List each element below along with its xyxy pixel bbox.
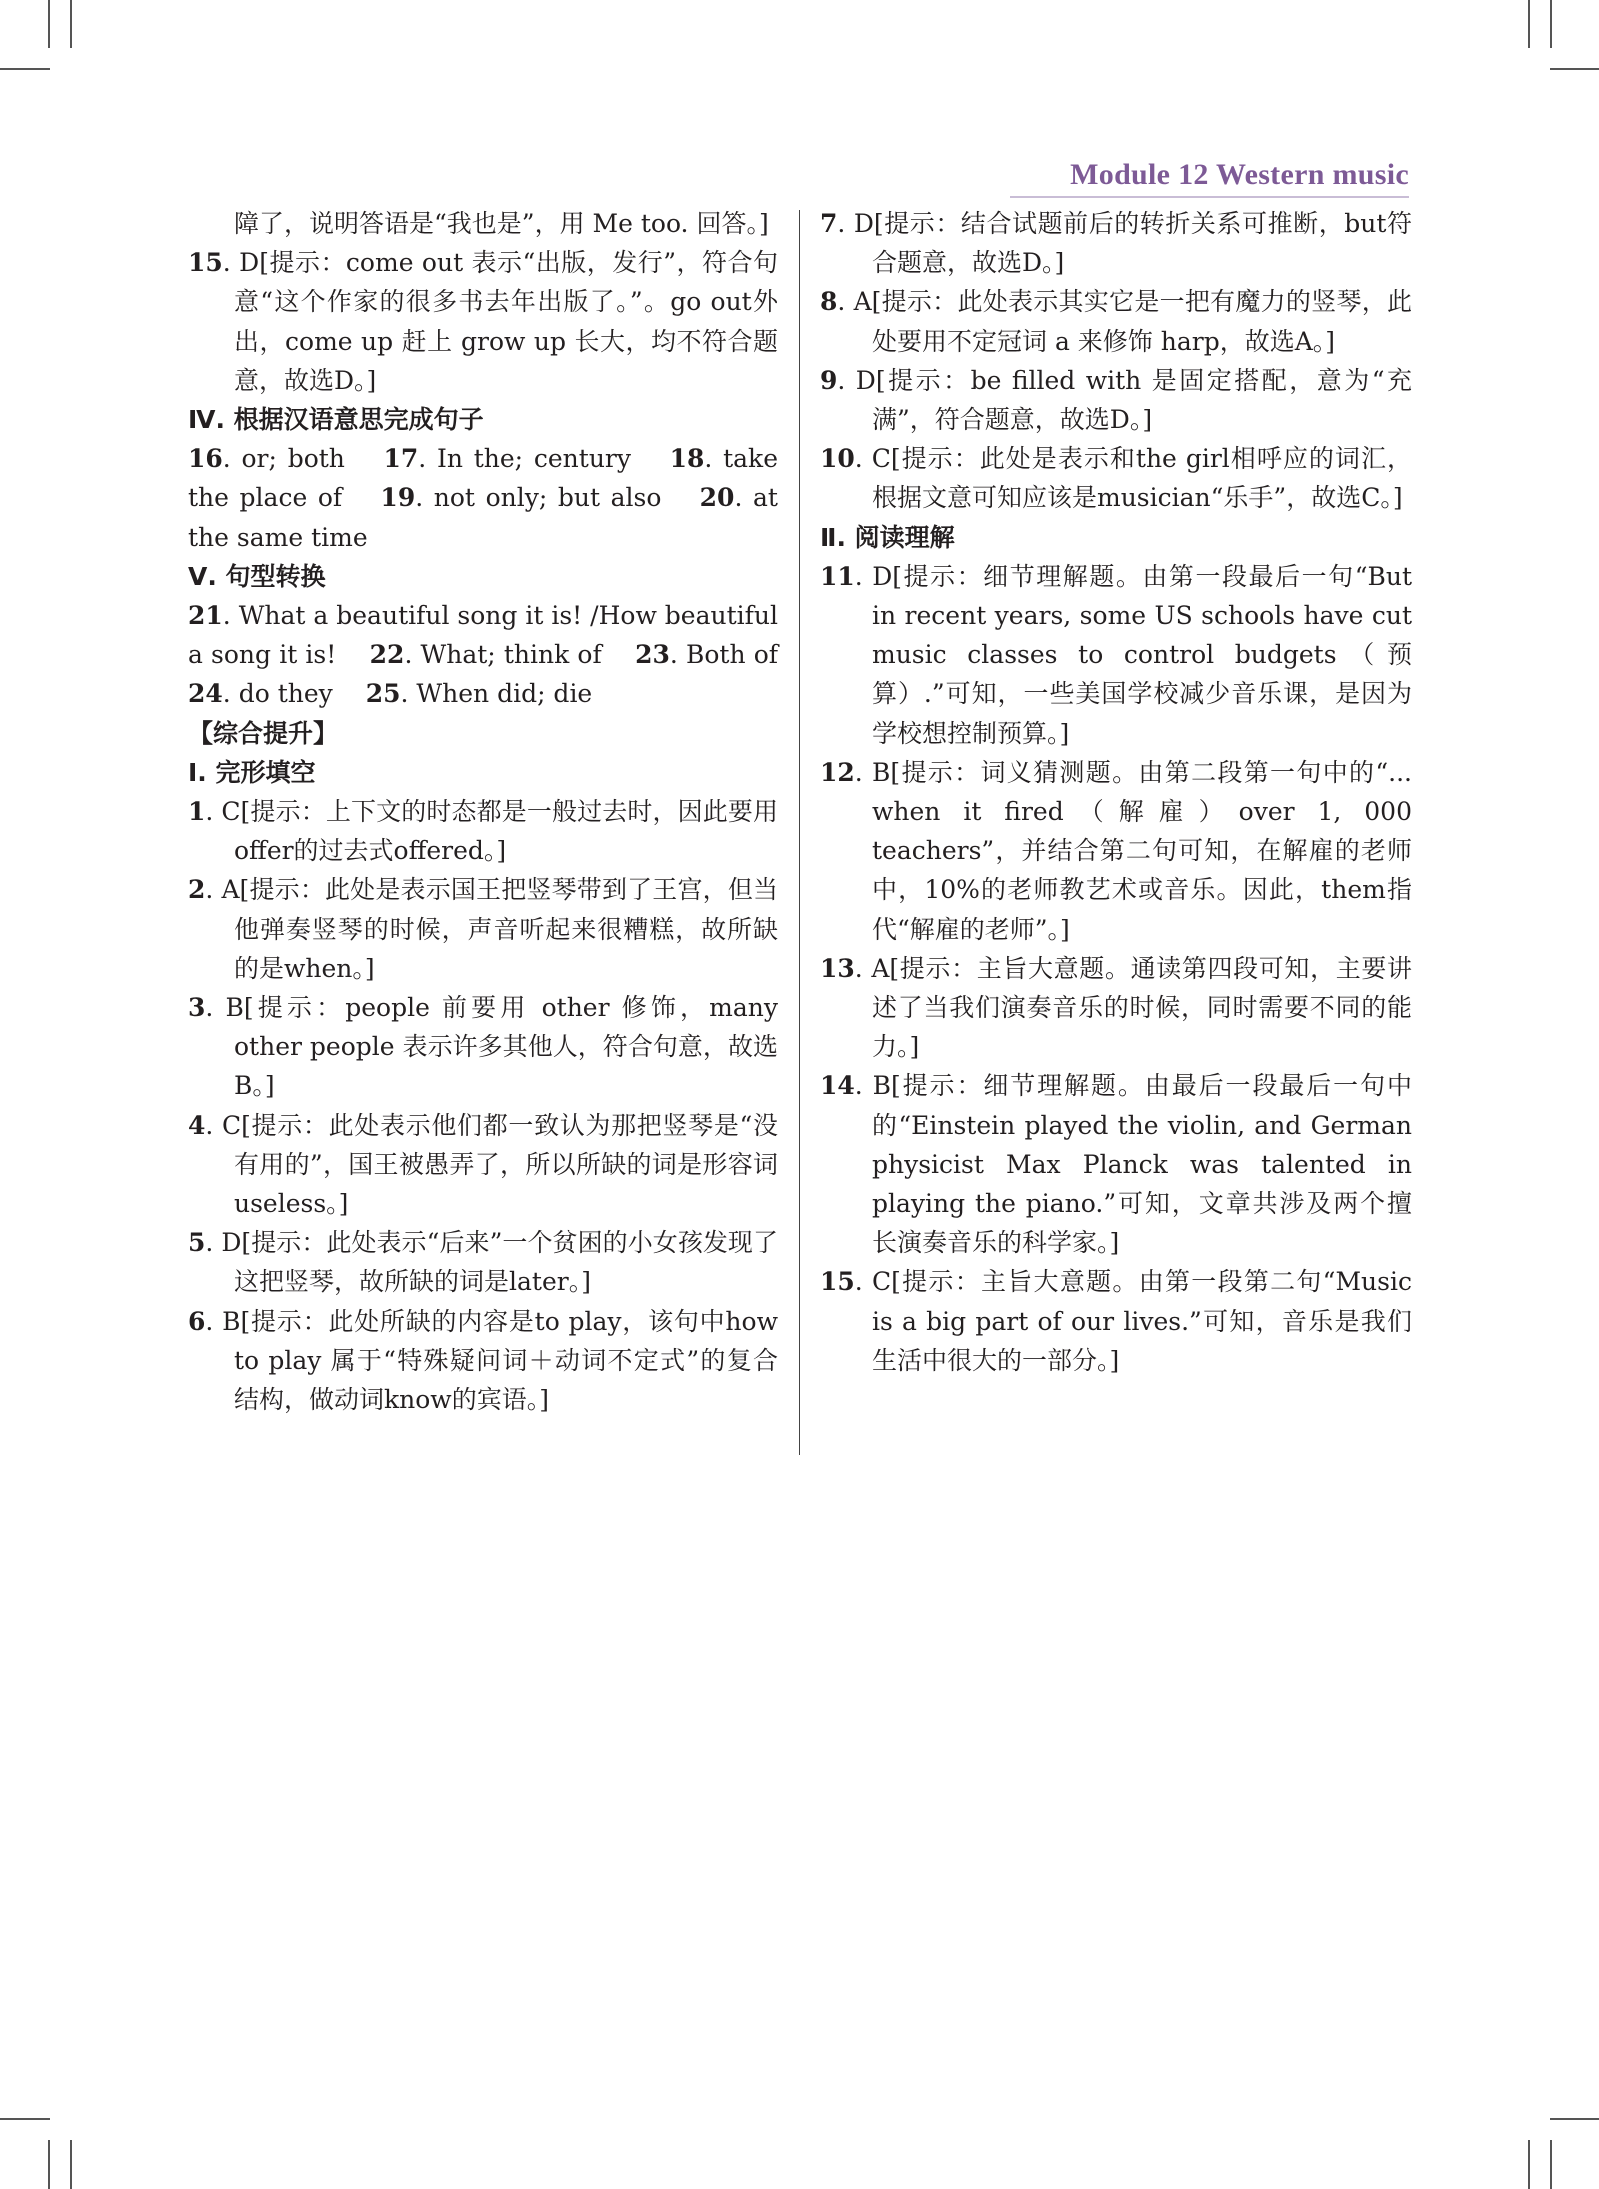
crop-mark <box>70 2140 72 2189</box>
item-text: . B[提示：people 前要用 other 修饰，many other people 表示许多其他人，符合句意，故选B。] <box>205 993 778 1101</box>
item-text: . What a beautiful song it is! /How beautiful a song it is! <box>188 601 778 670</box>
item-number: 16 <box>188 444 223 474</box>
item-number: 13 <box>820 953 855 983</box>
answer-item <box>188 243 778 400</box>
answer-item <box>820 1066 1412 1262</box>
item-text: . B[提示：此处所缺的内容是to play，该句中how to play 属于“特殊疑问词＋动词不定式”的复合结构，做动词know的宾语。] <box>205 1306 778 1415</box>
header-rule <box>1010 196 1409 198</box>
item-number: 10 <box>820 444 855 474</box>
item-text: . A[提示：此处表示其实它是一把有魔力的竖琴，此处要用不定冠词 a 来修饰 harp，故选A。] <box>837 287 1412 356</box>
crop-mark <box>1550 0 1552 48</box>
item-text: . C[提示：上下文的时态都是一般过去时，因此要用offer的过去式offered。] <box>205 797 778 866</box>
running-header: Module 12 Western music <box>1070 158 1409 191</box>
item-text: . C[提示：主旨大意题。由第一段第二句“Music is a big part of our lives.”可知，音乐是我们生活中很大的一部分。] <box>854 1267 1412 1375</box>
item-text: . A[提示：主旨大意题。通读第四段可知，主要讲述了当我们演奏音乐的时候，同时需要不同的能力。] <box>854 953 1412 1062</box>
item-text: . B[提示：细节理解题。由最后一段最后一句中的“Einstein played the violin, and German physicist Max Planck was talented in playing the piano.”可知，文章共涉及两个擅长演奏音乐的科学家。] <box>854 1071 1412 1258</box>
item-text: . When did; die <box>400 679 593 709</box>
section-heading: 【综合提升】 <box>188 718 339 748</box>
item-text: . take the place of <box>188 444 778 513</box>
crop-mark <box>70 0 72 48</box>
answer-item <box>820 361 1412 439</box>
answer-item <box>820 557 1412 753</box>
answer-item <box>820 439 1412 517</box>
item-text: . C[提示：此处表示他们都一致认为那把竖琴是“没有用的”，国王被愚弄了，所以所缺的词是形容词useless。] <box>205 1110 778 1219</box>
answer-group <box>188 596 778 714</box>
answer-item <box>188 792 778 870</box>
crop-mark <box>1550 2140 1552 2189</box>
item-number: 24 <box>188 679 223 709</box>
item-number: 4 <box>188 1110 206 1140</box>
item-text: . do they <box>222 679 341 709</box>
answer-item <box>820 282 1412 360</box>
item-text: . B[提示：词义猜测题。由第二段第一句中的“... when it fired（解雇）over 1, 000 teachers”，并结合第二句可知，在解雇的老师中，10%的老师教艺术或音乐。因此，them指代“解雇的老师”。] <box>854 757 1412 944</box>
crop-mark <box>0 68 50 70</box>
item-text: . not only; but also <box>415 483 672 513</box>
section-heading: Ⅴ. 句型转换 <box>188 561 326 591</box>
crop-mark <box>0 2118 50 2120</box>
answer-item <box>188 1302 778 1420</box>
crop-mark <box>1550 68 1599 70</box>
column-divider <box>799 210 800 1455</box>
answer-item <box>188 1223 778 1301</box>
answer-item <box>188 1106 778 1224</box>
item-text: . Both of <box>669 640 778 670</box>
item-number: 2 <box>188 875 206 905</box>
item-number: 6 <box>188 1306 206 1336</box>
item-text: . In the; century <box>418 444 642 474</box>
item-number: 22 <box>369 640 405 670</box>
item-number: 18 <box>669 444 705 474</box>
item-text: . at the same time <box>188 483 778 552</box>
item-text: . A[提示：此处是表示国王把竖琴带到了王宫，但当他弹奏竖琴的时候，声音听起来很糟糕，故所缺的是when。] <box>205 875 778 983</box>
answer-item <box>820 753 1412 949</box>
item-text: . What; think of <box>404 640 610 670</box>
item-text: . D[提示：come out 表示“出版，发行”，符合句意“这个作家的很多书去年出版了。”。go out外出，come up 赶上 grow up 长大，均不符合题意，故选D。] <box>222 248 778 395</box>
item-number: 9 <box>820 365 838 395</box>
item-text: . D[提示：结合试题前后的转折关系可推断，but符合题意，故选D。] <box>837 209 1412 278</box>
answer-item <box>820 204 1412 282</box>
item-text: . D[提示：此处表示“后来”一个贫困的小女孩发现了这把竖琴，故所缺的词是later。] <box>205 1228 778 1297</box>
item-number: 11 <box>820 561 855 591</box>
item-number: 8 <box>820 287 838 317</box>
crop-mark <box>1528 2140 1530 2189</box>
section-heading: Ⅳ. 根据汉语意思完成句子 <box>188 405 484 435</box>
answer-item <box>820 949 1412 1067</box>
crop-mark <box>1528 0 1530 48</box>
item-number: 3 <box>188 993 206 1023</box>
item-number: 14 <box>820 1071 855 1101</box>
item-text: . C[提示：此处是表示和the girl相呼应的词汇，根据文意可知应该是musician“乐手”，故选C。] <box>854 444 1412 513</box>
item-number: 15 <box>188 248 223 278</box>
crop-mark <box>1550 2118 1599 2120</box>
answer-item <box>188 870 778 988</box>
item-text: . D[提示：be filled with 是固定搭配，意为“充满”，符合题意，故选D。] <box>837 365 1412 435</box>
section-heading: Ⅰ. 完形填空 <box>188 757 316 787</box>
continued-answer: 障了，说明答语是“我也是”，用 Me too. 回答。] <box>234 209 769 238</box>
item-number: 23 <box>635 640 670 670</box>
item-text: . D[提示：细节理解题。由第一段最后一句“But in recent years, some US schools have cut music classes to control budgets（预算）.”可知，一些美国学校减少音乐课，是因为学校想控制预算。] <box>854 561 1412 748</box>
item-number: 7 <box>820 209 838 238</box>
item-number: 25 <box>365 679 401 709</box>
crop-mark <box>48 0 50 48</box>
item-text: . or; both <box>222 444 356 474</box>
answer-item <box>188 988 778 1106</box>
item-number: 1 <box>188 797 206 827</box>
right-column <box>820 204 1412 1380</box>
answer-group <box>188 439 778 557</box>
answer-item <box>820 1262 1412 1380</box>
crop-mark <box>48 2140 50 2189</box>
item-number: 20 <box>699 483 735 513</box>
item-number: 19 <box>380 483 416 513</box>
item-number: 5 <box>188 1228 206 1258</box>
item-number: 17 <box>383 444 419 474</box>
item-number: 12 <box>820 757 855 787</box>
item-number: 21 <box>188 601 223 631</box>
item-number: 15 <box>820 1267 855 1297</box>
section-heading: Ⅱ. 阅读理解 <box>820 522 955 552</box>
left-column <box>188 204 778 1419</box>
